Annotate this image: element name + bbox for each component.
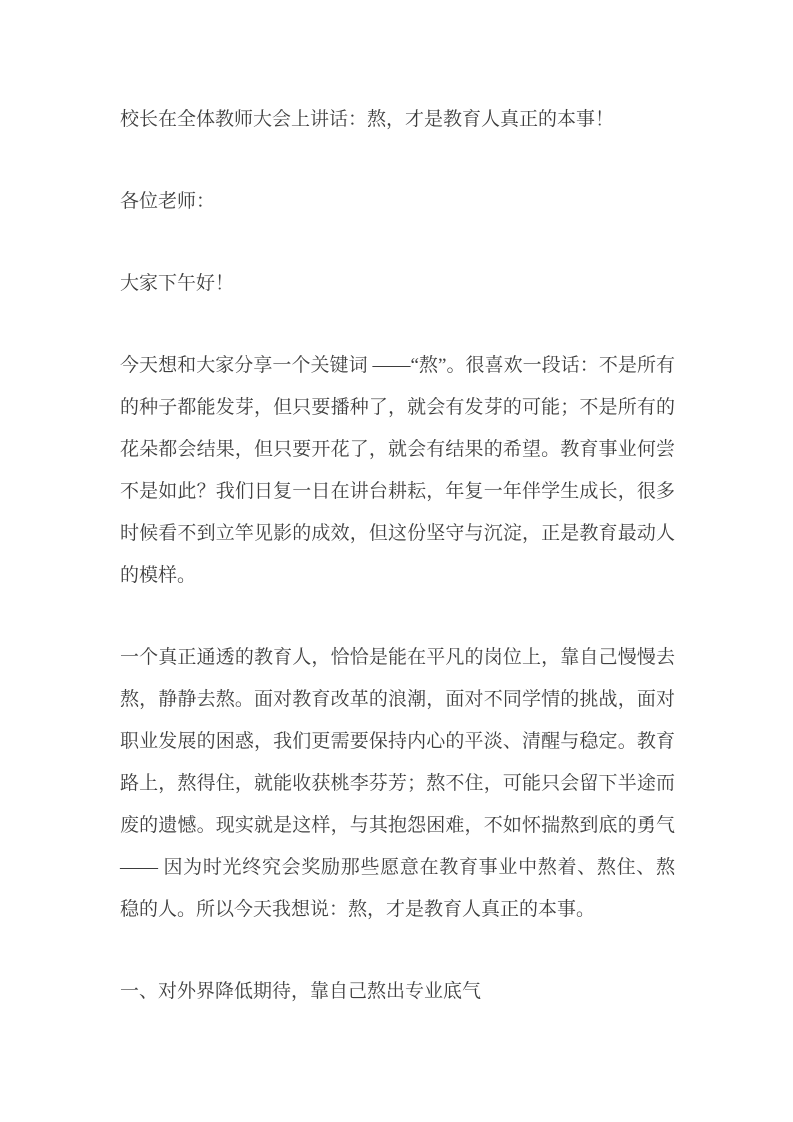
body-paragraph-1: 今天想和大家分享一个关键词 ——“熬”。很喜欢一段话：不是所有的种子都能发芽，但只要播种了，就会有发芽的可能；不是所有的花朵都会结果，但只要开花了，就会有结果的希望。教育事业何尝不是如此？我们日复一日在讲台耕耘，年复一年伴学生成长，很多时候看不到立竿见影的成效，但这份坚守与沉淀，正是教育最动人的模样。	[120, 355, 675, 586]
body-paragraph-2: 一个真正通透的教育人，恰恰是能在平凡的岗位上，靠自己慢慢去熬，静静去熬。面对教育改革的浪潮，面对不同学情的挑战，面对职业发展的困惑，我们更需要保持内心的平淡、清醒与稳定。教育路上，熬得住，就能收获桃李芬芳；熬不住，可能只会留下半途而废的遗憾。现实就是这样，与其抱怨困难，不如怀揣熬到底的勇气 —— 因为时光终究会奖励那些愿意在教育事业中熬着、熬住、熬稳的人。所以今天我想说：熬，才是教育人真正的本事。	[120, 647, 675, 920]
salutation-line: 各位老师：	[120, 191, 216, 212]
greeting-line: 大家下午好！	[120, 273, 235, 294]
section-heading-1: 一、对外界降低期待，靠自己熬出专业底气	[120, 981, 482, 1002]
document-title: 校长在全体教师大会上讲话：熬，才是教育人真正的本事！	[120, 109, 615, 130]
